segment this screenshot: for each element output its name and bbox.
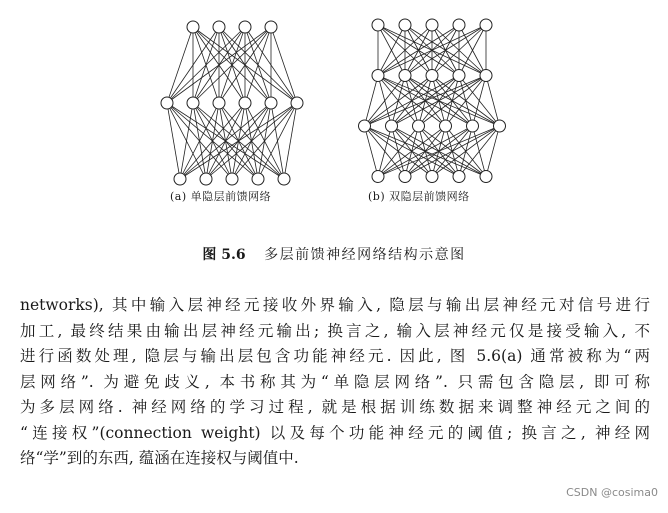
body-line: networks), 其中输入层神经元接收外界输入, 隐层与输出层神经元对信号进行 [20, 296, 650, 314]
neuron-layer-0 [453, 19, 465, 31]
neuron-layer-0 [399, 19, 411, 31]
neuron-layer-0 [372, 19, 384, 31]
connection-edge [365, 76, 433, 127]
neuron-layer-1 [453, 70, 465, 82]
network-diagrams [0, 0, 668, 230]
connection-edge [378, 126, 446, 177]
connection-edge [365, 76, 460, 127]
neuron-layer-1 [161, 97, 173, 109]
double-hidden-layer-network [359, 19, 506, 183]
neuron-layer-0 [265, 21, 277, 33]
connection-edge [365, 76, 406, 127]
neuron-layer-2 [359, 120, 371, 132]
neuron-layer-3 [480, 171, 492, 183]
neuron-layer-2 [386, 120, 398, 132]
neuron-layer-3 [399, 171, 411, 183]
connection-edge [378, 126, 392, 177]
body-line: 加工, 最终结果由输出层神经元输出; 换言之, 输入层神经元仅是接受输入, 不 [20, 321, 650, 340]
neuron-layer-1 [265, 97, 277, 109]
connection-edge [378, 126, 500, 177]
neuron-layer-0 [239, 21, 251, 33]
neuron-layer-2 [494, 120, 506, 132]
neuron-layer-1 [480, 70, 492, 82]
neuron-layer-2 [440, 120, 452, 132]
neuron-layer-0 [187, 21, 199, 33]
connection-edge [365, 76, 379, 127]
body-line: “连接权”(connection weight) 以及每个功能神经元的阈值; 换言之, 神经网 [20, 423, 650, 442]
connection-edge [392, 76, 487, 127]
neuron-layer-2 [226, 173, 238, 185]
neuron-layer-3 [372, 171, 384, 183]
neuron-layer-2 [252, 173, 264, 185]
neuron-layer-0 [480, 19, 492, 31]
connection-edge [378, 126, 473, 177]
body-line: 层网络”. 为避免歧义, 本书称其为“单隐层网络”. 只需包含隐层, 即可称 [20, 372, 650, 391]
connection-edge [180, 103, 219, 179]
single-hidden-layer-network [161, 21, 303, 185]
connection-edge [180, 103, 297, 179]
body-paragraph [20, 293, 650, 472]
connection-edge [473, 76, 487, 127]
connection-edge [180, 103, 193, 179]
connection-edge [271, 27, 297, 103]
connection-edge [365, 76, 487, 127]
connection-edge [365, 126, 379, 177]
neuron-layer-2 [174, 173, 186, 185]
body-line: 为多层网络. 神经网络的学习过程, 就是根据训练数据来调整神经元之间的 [20, 398, 650, 416]
neuron-layer-2 [413, 120, 425, 132]
panel-b-caption: (b) 双隐层前馈网络 [368, 190, 470, 203]
connection-edge [180, 103, 271, 179]
connection-edge [486, 76, 500, 127]
connection-edge [405, 126, 500, 177]
neuron-layer-2 [200, 173, 212, 185]
neuron-layer-2 [467, 120, 479, 132]
connection-edge [432, 126, 500, 177]
neuron-layer-1 [213, 97, 225, 109]
neuron-layer-1 [187, 97, 199, 109]
neuron-layer-3 [426, 171, 438, 183]
connection-edge [459, 126, 500, 177]
neuron-layer-1 [239, 97, 251, 109]
figure-title: 多层前馈神经网络结构示意图 [264, 247, 466, 263]
neuron-layer-0 [213, 21, 225, 33]
neuron-layer-1 [372, 70, 384, 82]
connection-edge [167, 27, 245, 103]
neuron-layer-1 [291, 97, 303, 109]
connection-edge [258, 103, 297, 179]
body-line: 进行函数处理, 隐层与输出层包含功能神经元. 因此, 图 5.6(a) 通常被称为“两 [20, 347, 650, 365]
body-line: 络“学”到的东西, 蕴涵在连接权与阈值中. [20, 449, 299, 467]
connection-edge [419, 76, 487, 127]
neuron-layer-1 [426, 70, 438, 82]
connection-edge [206, 103, 297, 179]
connection-edge [232, 103, 297, 179]
neuron-layer-0 [426, 19, 438, 31]
connection-edge [167, 27, 193, 103]
connection-edge [284, 103, 297, 179]
connection-edge [180, 103, 245, 179]
neuron-layer-3 [453, 171, 465, 183]
figure-caption [0, 244, 668, 264]
neuron-layer-2 [278, 173, 290, 185]
figure-number: 图 5.6 [202, 247, 246, 263]
watermark: CSDN @cosima0 [566, 486, 658, 499]
neuron-layer-1 [399, 70, 411, 82]
connection-edge [486, 126, 500, 177]
connection-edge [167, 103, 180, 179]
panel-a-caption: (a) 单隐层前馈网络 [170, 190, 272, 203]
